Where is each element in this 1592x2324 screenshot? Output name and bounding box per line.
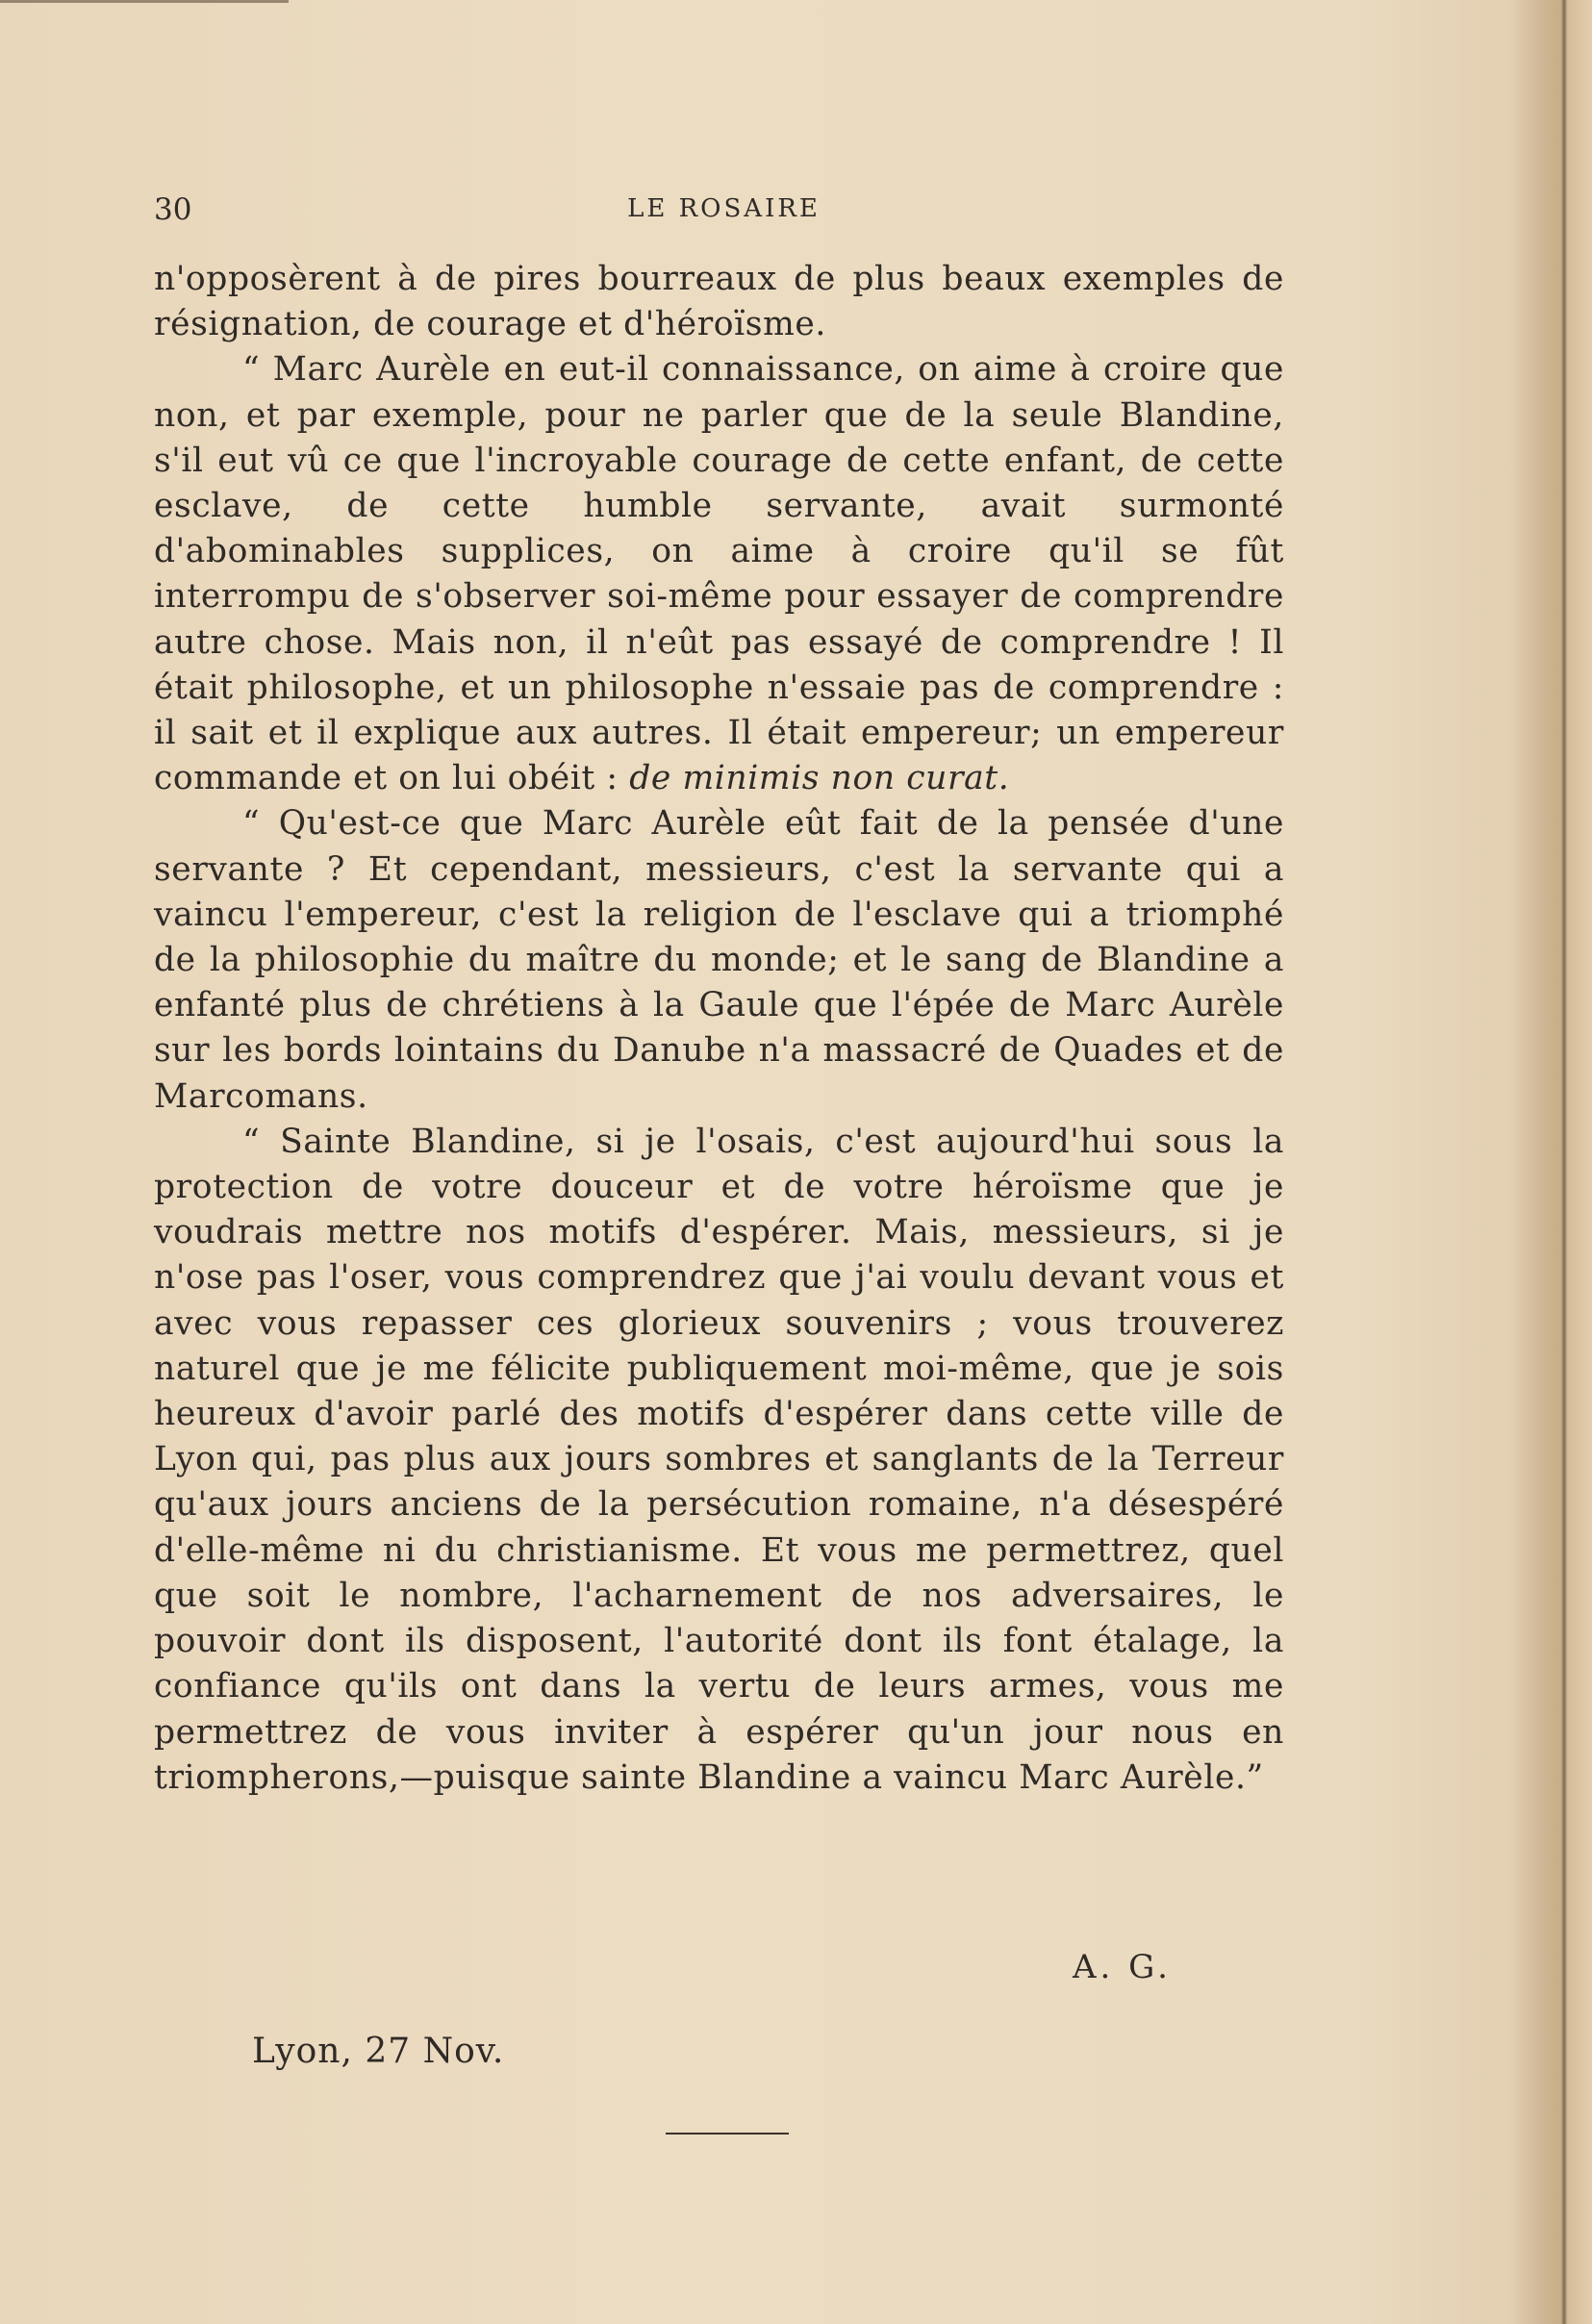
signature: A. G.: [1073, 1948, 1172, 1986]
paragraph-3: “ Qu'est-ce que Marc Aurèle eût fait de la pensée d'une servante ? Et cependant, messieurs, c'est la servante qui a vaincu l'empereur, c'est la religion de l'esclave qui a triomphé de la philosophie du maître du monde; et le sang de Blandine a enfanté plus de chrétiens à la Gaule que l'épée de Marc Aurèle sur les bords lointains du Danube n'a massacré de Quades et de Marcomans.: [154, 804, 1284, 1116]
page-number: 30: [154, 192, 192, 227]
running-head: [154, 192, 1294, 231]
end-rule: [666, 2133, 789, 2135]
paragraph-2-text: “ Marc Aurèle en eut-il connaissance, on aime à croire que non, et par exemple, pour ne parler que de la seule Blandine, s'il eut vû ce que l'incroyable courage de cette enfant, de cette esclave, de cette humble servante, avait surmonté d'abominables supplices, on aime à croire qu'il se fût interrompu de s'observer soi-même pour essayer de comprendre autre chose. Mais non, il n'eût pas essayé de comprendre ! Il était philosophe, et un philosophe n'essaie pas de comprendre : il sait et il explique aux autres. Il était empereur; un empereur commande et on lui obéit :: [154, 350, 1284, 798]
body-text: [154, 257, 1284, 1801]
page-binding-edge: [1510, 0, 1592, 2324]
running-title: LE ROSAIRE: [627, 194, 821, 223]
dateline: Lyon, 27 Nov.: [252, 2032, 505, 2071]
top-edge-rule: [0, 0, 289, 3]
paragraph-4: “ Sainte Blandine, si je l'osais, c'est aujourd'hui sous la protection de votre douceur et de votre héroïsme que je voudrais mettre nos motifs d'espérer. Mais, messieurs, si je n'ose pas l'oser, vous comprendrez que j'ai voulu devant vous et avec vous repasser ces glorieux souvenirs ; vous trouverez naturel que je me félicite publiquement moi-même, que je sois heureux d'avoir parlé des motifs d'espérer dans cette ville de Lyon qui, pas plus aux jours sombres et sanglants de la Terreur qu'aux jours anciens de la persécution romaine, n'a désespéré d'elle-même ni du christianisme. Et vous me permettrez, quel que soit le nombre, l'acharnement de nos adversaires, le pouvoir dont ils disposent, l'autorité dont ils font étalage, la confiance qu'ils ont dans la vertu de leurs armes, vous me permettrez de vous inviter à espérer qu'un jour nous en triompherons,—puisque sainte Blandine a vaincu Marc Aurèle.”: [154, 1122, 1284, 1797]
paragraph-1: n'opposèrent à de pires bourreaux de plus beaux exemples de résignation, de courage et d'héroïsme.: [154, 260, 1284, 344]
paragraph-2: [154, 347, 1284, 801]
latin-phrase: de minimis non curat.: [629, 759, 1010, 798]
